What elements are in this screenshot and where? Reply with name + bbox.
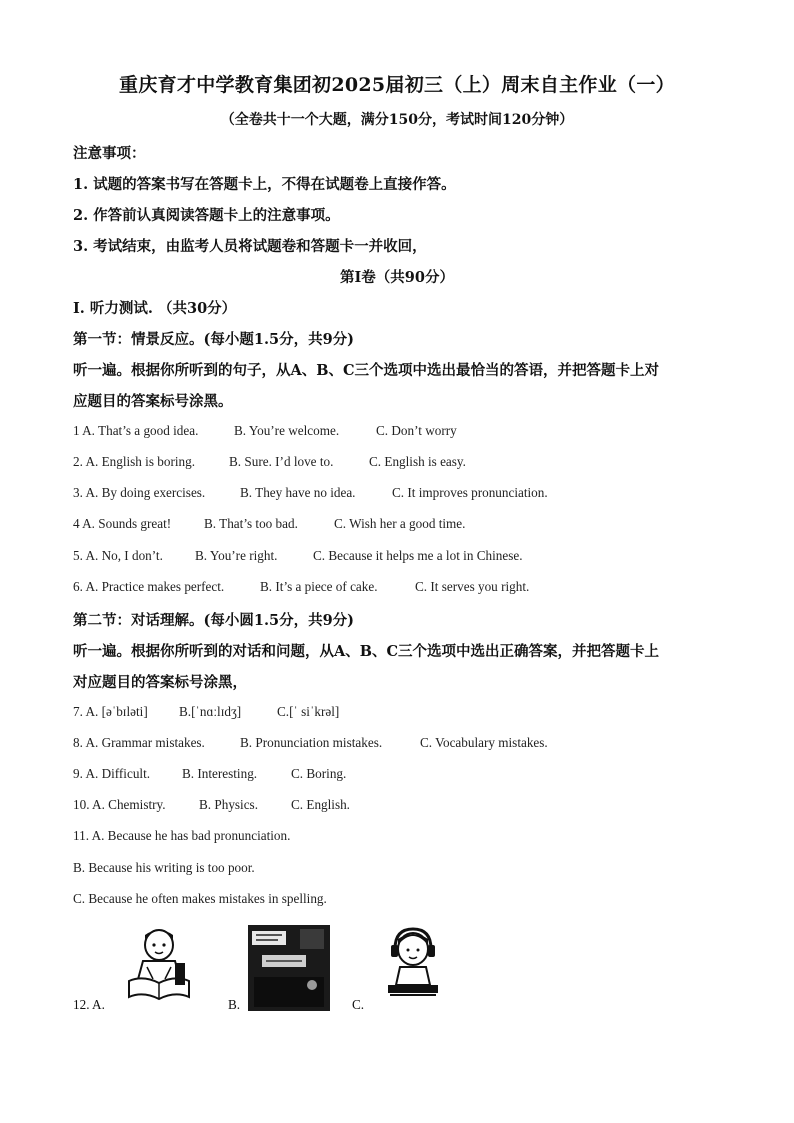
question-row bbox=[73, 766, 346, 782]
question-row bbox=[73, 735, 548, 751]
option-b-label: B. bbox=[228, 997, 241, 1012]
question-row bbox=[73, 516, 465, 532]
notice-item: 3. 考试结束，由监考人员将试题卷和答题卡一并收回， bbox=[73, 238, 427, 255]
section-title: I. 听力测试. （共30分） bbox=[73, 300, 237, 317]
option-a: 6. A. Practice makes perfect. bbox=[73, 579, 225, 594]
option-a: 1 A. That’s a good idea. bbox=[73, 423, 199, 438]
option-b: B.[ˈnɑːlɪdʒ] bbox=[179, 704, 242, 719]
option-a: 7. A. [əˈbɪləti] bbox=[73, 704, 148, 719]
option-b: B. You’re right. bbox=[195, 548, 278, 563]
notice-item: 1. 试题的答案书写在答题卡上，不得在试题卷上直接作答。 bbox=[73, 176, 456, 193]
option-c: C. English is easy. bbox=[369, 454, 466, 469]
option-a: 10. A. Chemistry. bbox=[73, 797, 166, 812]
question-row bbox=[73, 704, 339, 720]
page-subtitle: （全卷共十一个大题，满分150分，考试时间120分钟） bbox=[220, 112, 574, 128]
option-c-label: C. bbox=[352, 997, 365, 1012]
question-row bbox=[73, 579, 529, 595]
option-c: C.[ˈ siˈkrəl] bbox=[277, 704, 340, 719]
instruction-text: 应题目的答案标号涂黑。 bbox=[73, 393, 233, 410]
part-title: 第Ⅰ卷（共90分） bbox=[340, 269, 454, 286]
option-c: C. Wish her a good time. bbox=[334, 516, 466, 531]
question-row bbox=[73, 423, 457, 439]
option-a: 11. A. Because he has bad pronunciation. bbox=[73, 828, 291, 843]
option-b: B. Because his writing is too poor. bbox=[73, 860, 255, 875]
notice-heading: 注意事项： bbox=[73, 145, 146, 162]
question-row bbox=[73, 454, 466, 470]
notice-item: 2. 作答前认真阅读答题卡上的注意事项。 bbox=[73, 207, 340, 224]
option-b: B. That’s too bad. bbox=[204, 516, 298, 531]
option-b: B. Pronunciation mistakes. bbox=[240, 735, 383, 750]
instruction-text: 听一遍。根据你所听到的句子，从A、B、C三个选项中选出最恰当的答语，并把答题卡上对 bbox=[73, 362, 660, 379]
option-a: 3. A. By doing exercises. bbox=[73, 485, 206, 500]
instruction-text: 对应题目的答案标号涂黑， bbox=[73, 674, 247, 691]
question-row bbox=[73, 485, 548, 501]
option-c: C. It serves you right. bbox=[415, 579, 530, 594]
question-row bbox=[73, 797, 350, 813]
option-a: 4 A. Sounds great! bbox=[73, 516, 172, 531]
option-a-label: 12. A. bbox=[73, 997, 105, 1012]
option-a: 5. A. No, I don’t. bbox=[73, 548, 163, 563]
option-b: B. Physics. bbox=[199, 797, 258, 812]
boy-studying-image bbox=[123, 925, 195, 1005]
page-title: 重庆育才中学教育集团初2025届初三（上）周末自主作业（一） bbox=[119, 74, 675, 96]
girl-with-headphones-image bbox=[378, 925, 448, 1001]
instruction-text: 听一遍。根据你所听到的对话和问题，从A、B、C三个选项中选出正确答案，并把答题卡上 bbox=[73, 643, 660, 660]
option-a: 2. A. English is boring. bbox=[73, 454, 195, 469]
option-c: C. Vocabulary mistakes. bbox=[420, 735, 548, 750]
option-a: 8. A. Grammar mistakes. bbox=[73, 735, 205, 750]
question-12-pictures bbox=[73, 925, 533, 1015]
subsection-heading: 第二节：对话理解。(每小圆1.5分，共9分) bbox=[73, 612, 355, 629]
option-c: C. Because he often makes mistakes in spelling. bbox=[73, 891, 327, 906]
option-c: C. Because it helps me a lot in Chinese. bbox=[313, 548, 523, 563]
subsection-heading: 第一节：情景反应。(每小题1.5分，共9分) bbox=[73, 331, 355, 348]
option-b: B. It’s a piece of cake. bbox=[260, 579, 378, 594]
option-c: C. Boring. bbox=[291, 766, 347, 781]
dark-photo-image bbox=[248, 925, 330, 1011]
option-c: C. It improves pronunciation. bbox=[392, 485, 548, 500]
option-b: B. You’re welcome. bbox=[234, 423, 340, 438]
question-row bbox=[73, 548, 523, 564]
option-b: B. Sure. I’d love to. bbox=[229, 454, 334, 469]
option-c: C. Don’t worry bbox=[376, 423, 457, 438]
option-b: B. They have no idea. bbox=[240, 485, 356, 500]
option-a: 9. A. Difficult. bbox=[73, 766, 151, 781]
option-b: B. Interesting. bbox=[182, 766, 258, 781]
option-c: C. English. bbox=[291, 797, 350, 812]
